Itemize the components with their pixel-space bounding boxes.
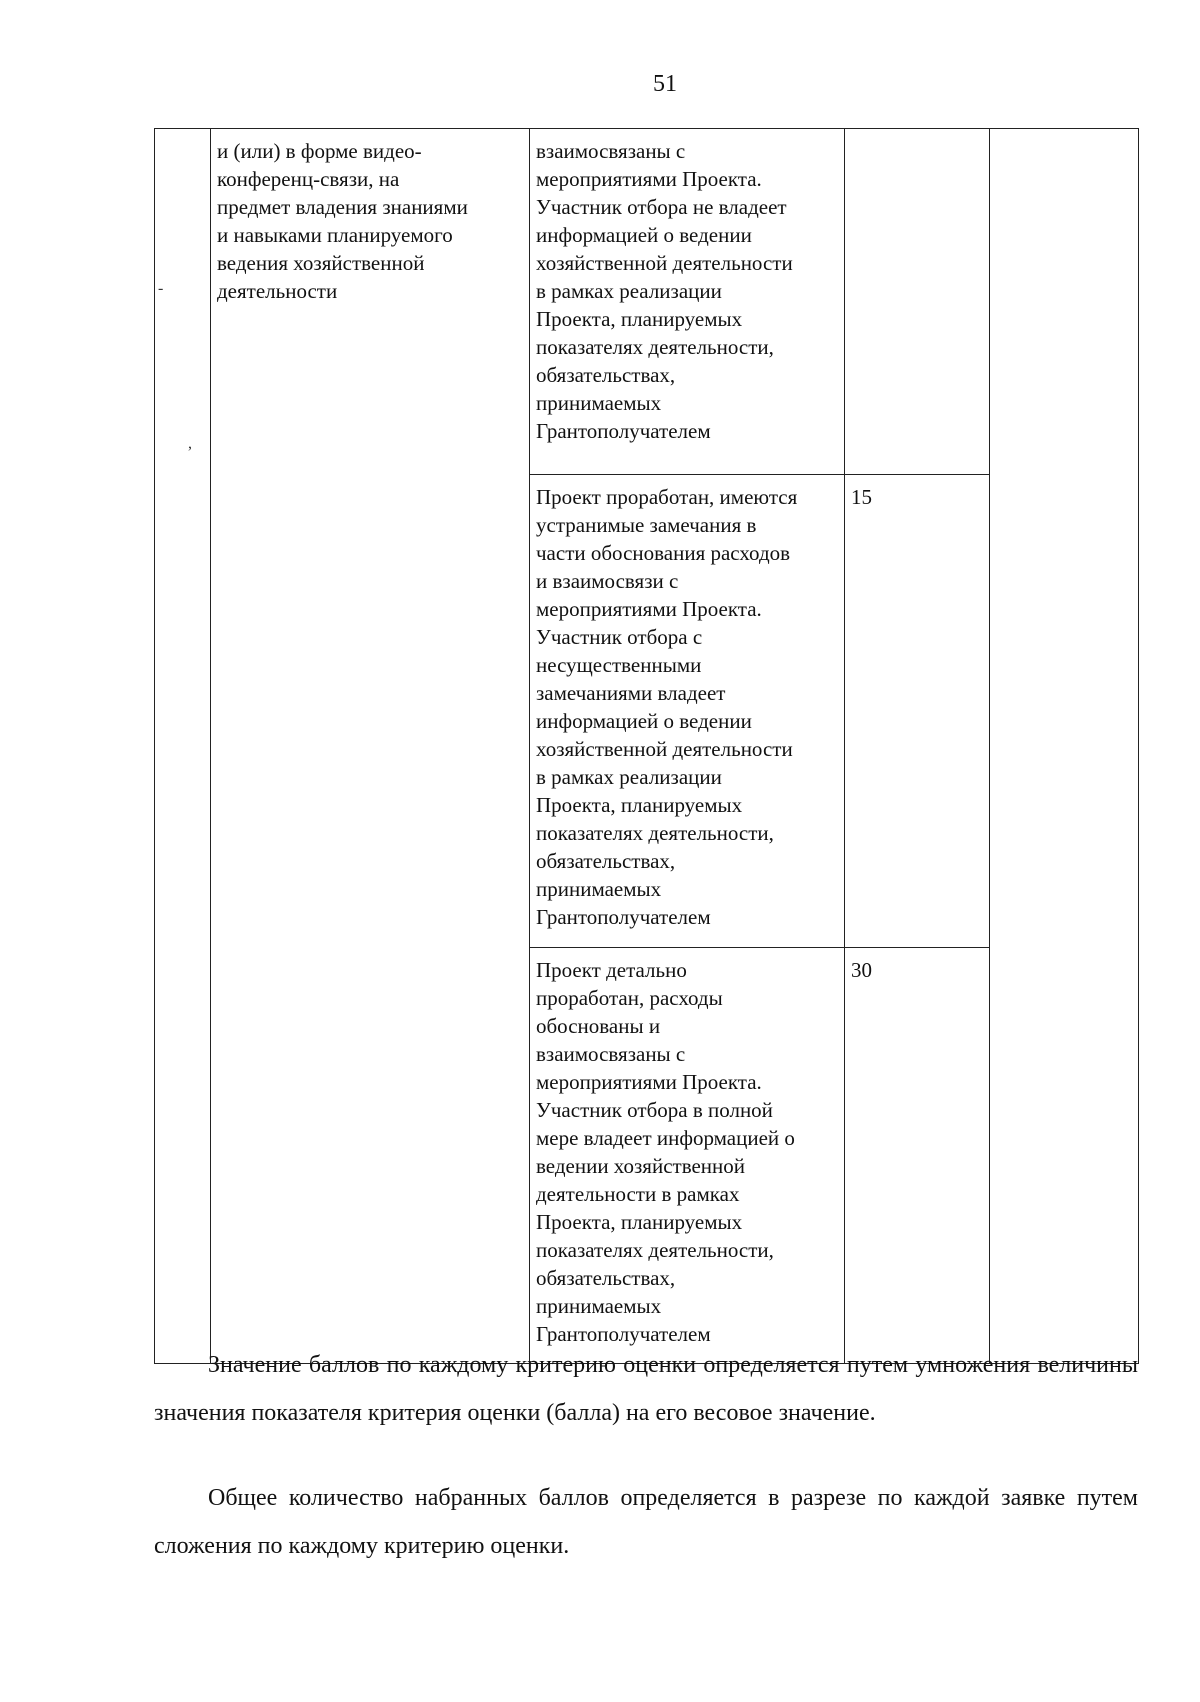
page-number: 51 <box>653 71 677 97</box>
score-cell: 15 <box>845 475 990 948</box>
scan-mark: - <box>158 280 164 297</box>
weight-cell <box>990 129 1139 1364</box>
criterion-cell: и (или) в форме видео- конференц-связи, на предмет владения знаниями и навыками планируемого ведения хозяйственной деятельности <box>211 129 530 1364</box>
description-cell: Проект проработан, имеются устранимые замечания в части обоснования расходов и взаимосвязи с мероприятиями Проекта. Участник отбора с несущественными замечаниями владеет информацией о ведении хозяйственной деятельности в рамках реализации Проекта, планируемых показателях деятельности, обязательствах, принимаемых Грантополучателем <box>530 475 845 948</box>
description-cell: Проект детально проработан, расходы обоснованы и взаимосвязаны с мероприятиями Проекта. Участник отбора в полной мере владеет информацией о ведении хозяйственной деятельности в рамках Проекта, планируемых показателях деятельности, обязательствах, принимаемых Грантополучателем <box>530 948 845 1364</box>
score-cell: 30 <box>845 948 990 1364</box>
number-cell <box>155 129 211 1364</box>
scan-mark: , <box>188 435 192 452</box>
body-paragraph: Значение баллов по каждому критерию оценки определяется путем умножения величины значения показателя критерия оценки (балла) на его весовое значение. <box>154 1352 1138 1426</box>
criteria-table <box>154 128 1139 1364</box>
table-row <box>155 129 1139 475</box>
body-paragraph: Общее количество набранных баллов определяется в разрезе по каждой заявке путем сложения по каждому критерию оценки. <box>154 1485 1138 1559</box>
description-cell: взаимосвязаны с мероприятиями Проекта. Участник отбора не владеет информацией о ведении хозяйственной деятельности в рамках реализации Проекта, планируемых показателях деятельности, обязательствах, принимаемых Грантополучателем <box>530 129 845 475</box>
score-cell <box>845 129 990 475</box>
